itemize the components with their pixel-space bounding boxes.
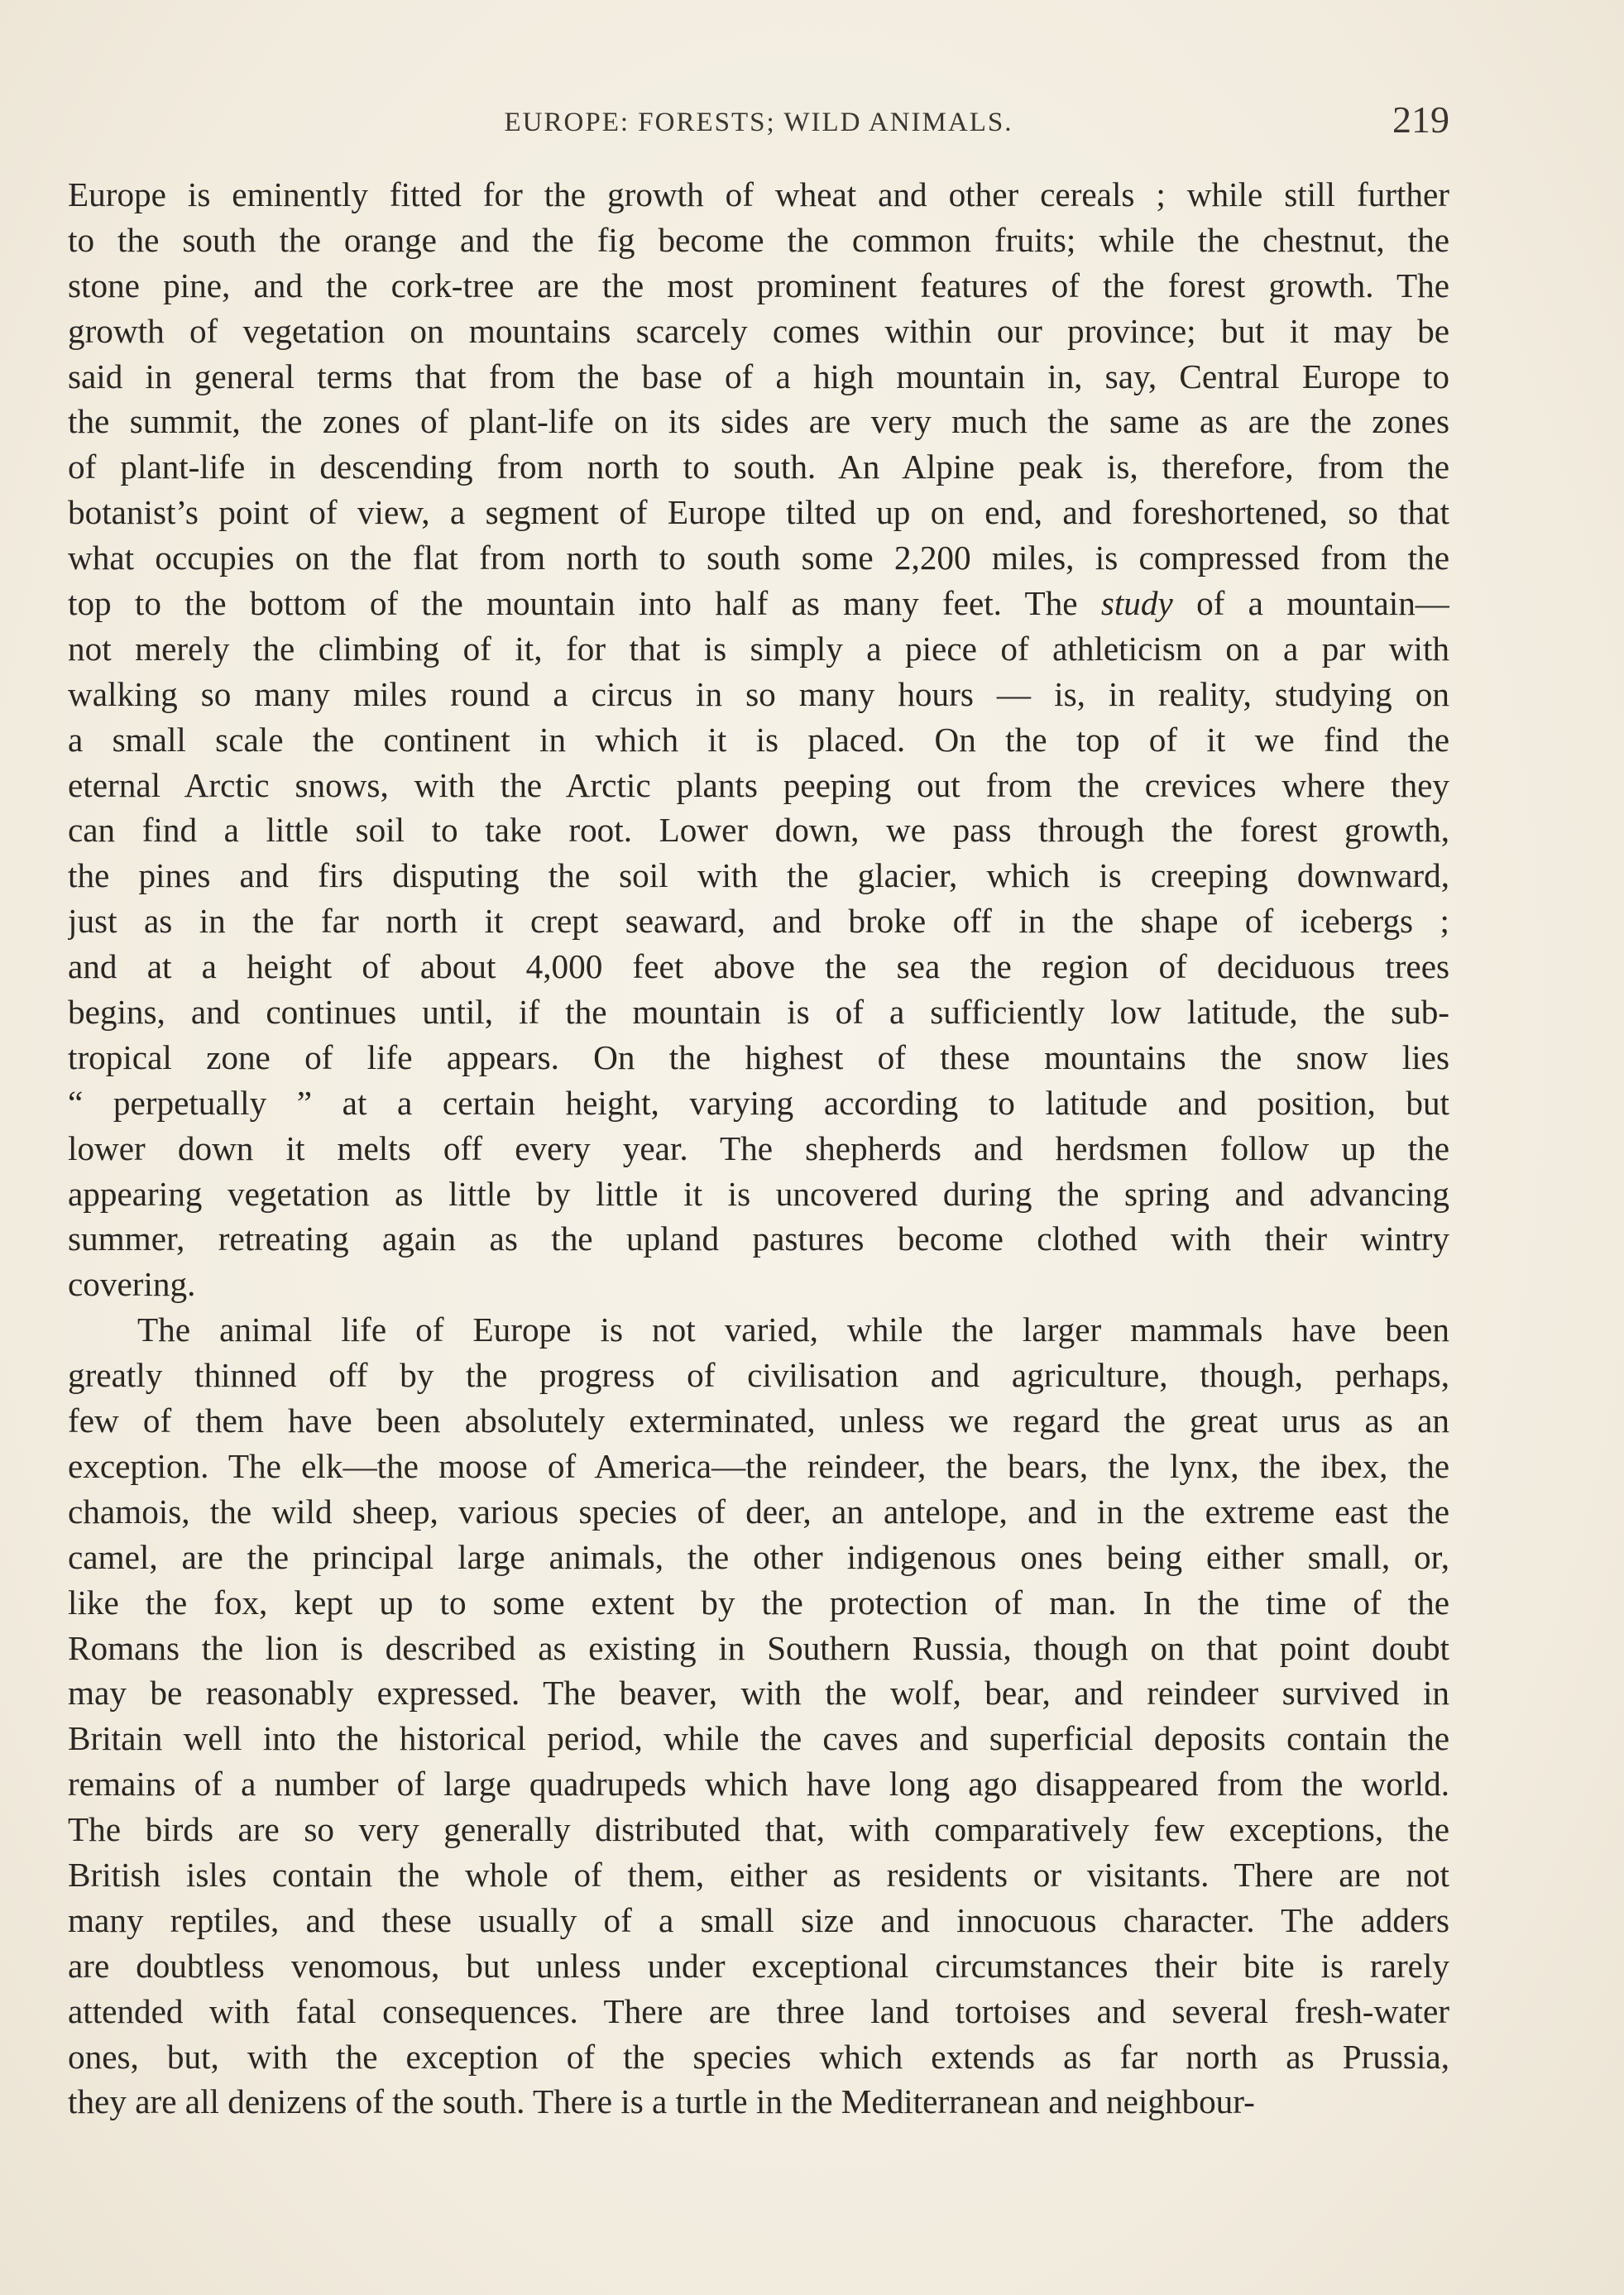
running-head: [68, 98, 1449, 147]
text-line: [68, 581, 1449, 626]
text-line: Europe is eminently fitted for the growth of wheat and other cereals ; while still further: [68, 175, 1449, 213]
text-line: not merely the climbing of it, for that is simply a piece of athleticism on a par with: [68, 629, 1449, 668]
text-line: just as in the far north it crept seaward, and broke off in the shape of icebergs ;: [68, 902, 1449, 941]
text-line: remains of a number of large quadrupeds which have long ago disappeared from the world.: [68, 1765, 1449, 1804]
text-line: camel, are the principal large animals, the other indigenous ones being either small, or,: [68, 1537, 1449, 1576]
text-line: many reptiles, and these usually of a small size and innocuous character. The adders: [68, 1900, 1449, 1939]
text-segment: of a mountain—: [1172, 584, 1449, 623]
text-line: can find a little soil to take root. Lower down, we pass through the forest growth,: [68, 811, 1449, 850]
text-line: said in general terms that from the base of a high mountain in, say, Central Europe to: [68, 357, 1449, 395]
text-line: the pines and firs disputing the soil with the glacier, which is creeping downward,: [68, 856, 1449, 895]
body-text: [68, 172, 1449, 2125]
text-line: Romans the lion is described as existing in Southern Russia, though on that point doubt: [68, 1628, 1449, 1667]
text-line: appearing vegetation as little by little it is uncovered during the spring and advancing: [68, 1174, 1449, 1213]
text-line: greatly thinned off by the progress of civilisation and agriculture, though, perhaps,: [68, 1356, 1449, 1395]
text-line: lower down it melts off every year. The shepherds and herdsmen follow up the: [68, 1128, 1449, 1167]
text-line: stone pine, and the cork-tree are the most prominent features of the forest growth. The: [68, 266, 1449, 304]
text-line: begins, and continues until, if the mountain is of a sufficiently low latitude, the sub-: [68, 993, 1449, 1032]
text-line: may be reasonably expressed. The beaver, with the wolf, bear, and reindeer survived in: [68, 1674, 1449, 1713]
text-line: tropical zone of life appears. On the highest of these mountains the snow lies: [68, 1037, 1449, 1076]
text-line: what occupies on the flat from north to south some 2,200 miles, is compressed from the: [68, 539, 1449, 577]
text-line: botanist’s point of view, a segment of Europe tilted up on end, and foreshortened, so that: [68, 493, 1449, 532]
text-line: Britain well into the historical period, while the caves and superficial deposits contain the: [68, 1719, 1449, 1758]
text-line: like the fox, kept up to some extent by the protection of man. In the time of the: [68, 1583, 1449, 1622]
text-line: growth of vegetation on mountains scarcely comes within our province; but it may be: [68, 311, 1449, 350]
text-line: chamois, the wild sheep, various species of deer, an antelope, and in the extreme east the: [68, 1492, 1449, 1531]
text-line: the summit, the zones of plant-life on its sides are very much the same as are the zones: [68, 402, 1449, 441]
text-line: British isles contain the whole of them, either as residents or visitants. There are not: [68, 1855, 1449, 1894]
text-line: few of them have been absolutely exterminated, unless we regard the great urus as an: [68, 1401, 1449, 1440]
text-line: are doubtless venomous, but unless under exceptional circumstances their bite is rarely: [68, 1946, 1449, 1985]
page-number: 219: [1392, 98, 1449, 141]
italic-word: study: [1100, 584, 1173, 623]
text-line: summer, retreating again as the upland pastures become clothed with their wintry: [68, 1219, 1449, 1258]
text-line: The animal life of Europe is not varied, while the larger mammals have been: [137, 1310, 1449, 1349]
text-line: and at a height of about 4,000 feet above the sea the region of deciduous trees: [68, 947, 1449, 986]
text-line: The birds are so very generally distributed that, with comparatively few exceptions, the: [68, 1810, 1449, 1849]
text-line: of plant-life in descending from north to south. An Alpine peak is, therefore, from the: [68, 448, 1449, 486]
running-head-title: EUROPE: FORESTS; WILD ANIMALS.: [504, 108, 1013, 137]
text-segment: top to the bottom of the mountain into half as many feet. The: [68, 584, 1101, 623]
text-line: ones, but, with the exception of the species which extends as far north as Prussia,: [68, 2037, 1449, 2076]
text-line: covering.: [68, 1265, 196, 1304]
text-line: eternal Arctic snows, with the Arctic plants peeping out from the crevices where they: [68, 765, 1449, 804]
text-line: they are all denizens of the south. There is a turtle in the Mediterranean and neighbour-: [68, 2082, 1255, 2121]
text-line: to the south the orange and the fig become the common fruits; while the chestnut, the: [68, 220, 1449, 259]
text-line: walking so many miles round a circus in so many hours — is, in reality, studying on: [68, 674, 1449, 713]
text-line: attended with fatal consequences. There are three land tortoises and several fresh-water: [68, 1991, 1449, 2030]
text-line: “ perpetually ” at a certain height, varying according to latitude and position, but: [68, 1083, 1449, 1122]
text-line: a small scale the continent in which it is placed. On the top of it we find the: [68, 720, 1449, 759]
text-line: exception. The elk—the moose of America—the reindeer, the bears, the lynx, the ibex, the: [68, 1446, 1449, 1485]
